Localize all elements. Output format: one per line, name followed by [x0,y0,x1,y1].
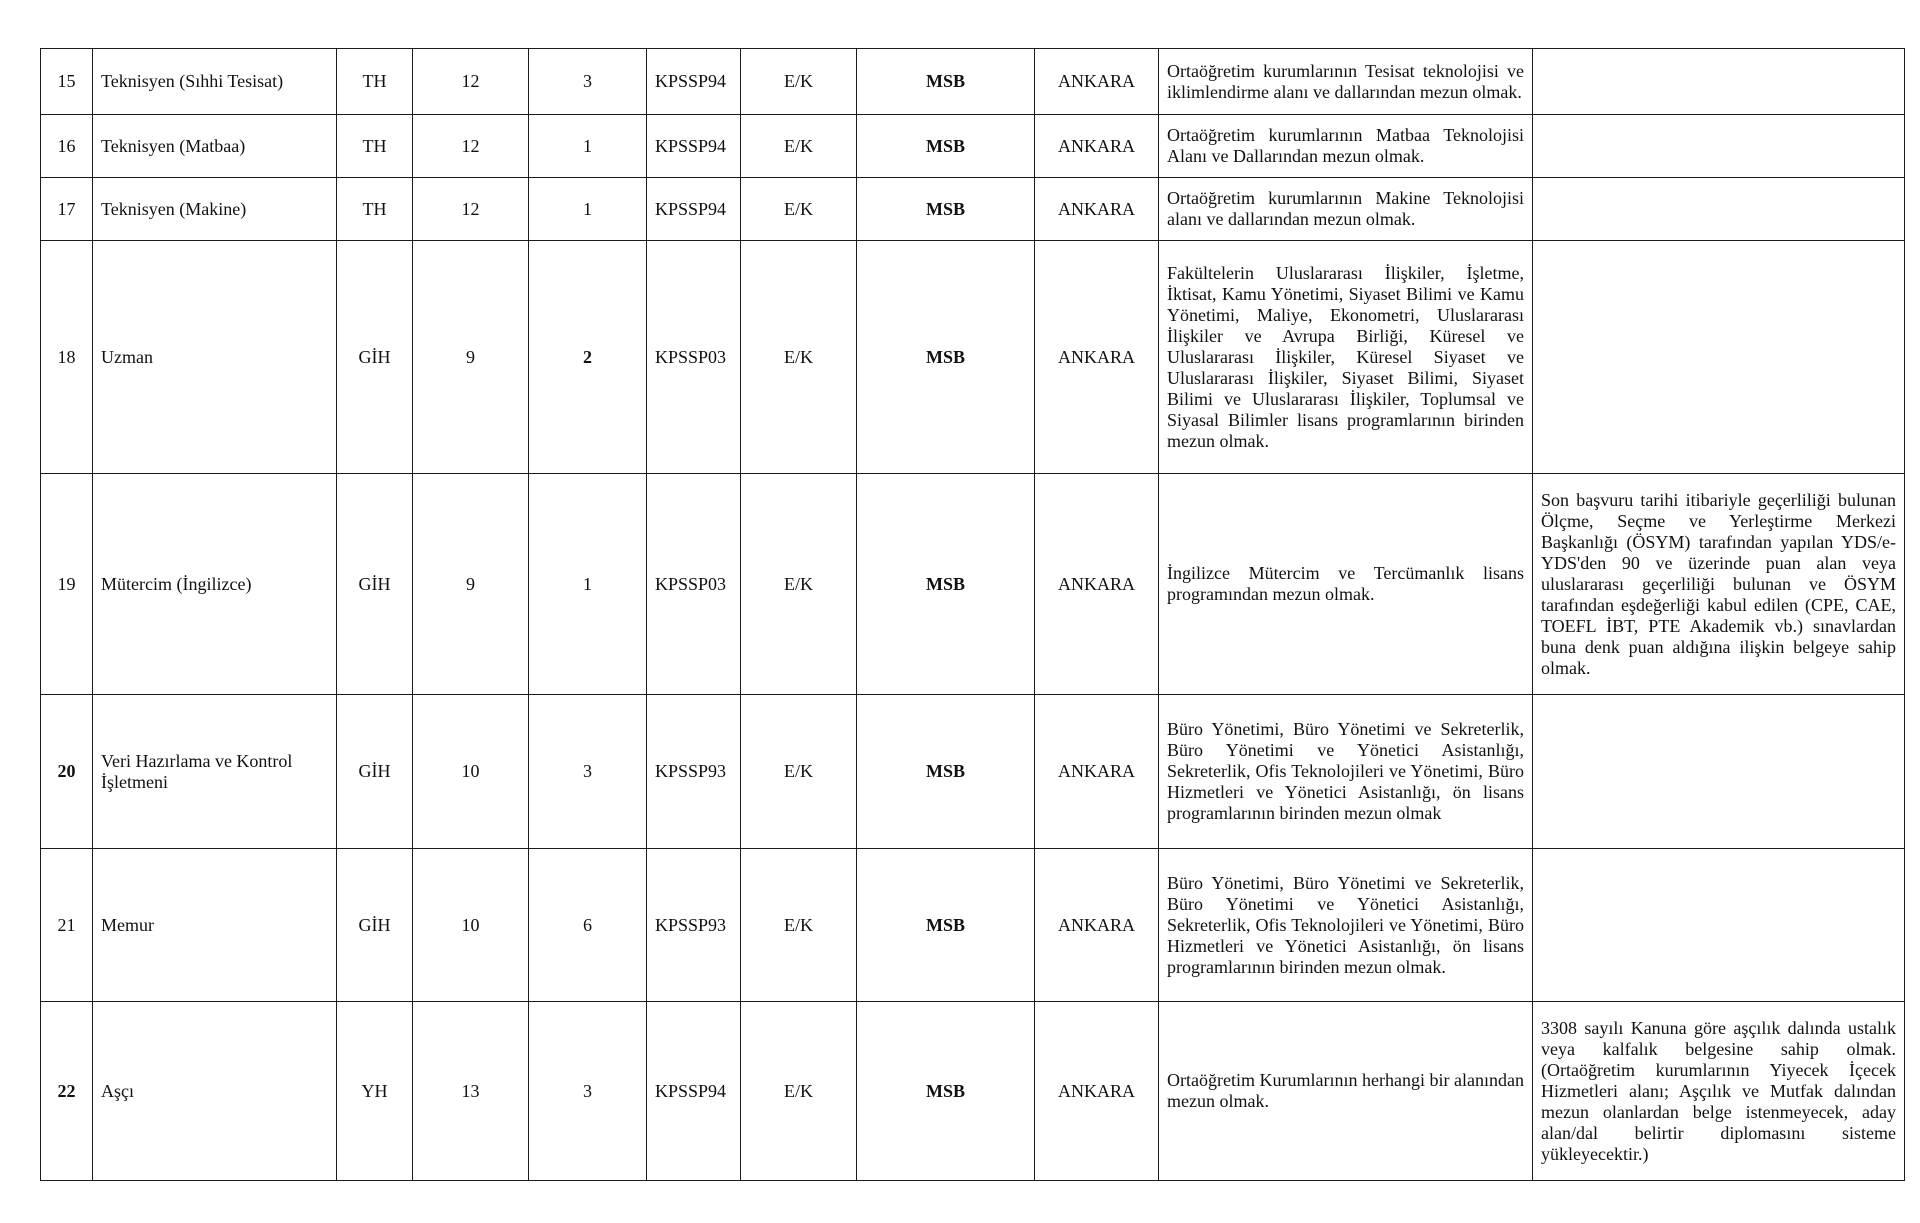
qualification: İngilizce Mütercim ve Tercümanlık lisans programından mezun olmak. [1159,474,1533,695]
class-code: GİH [337,474,413,695]
position-title-line-2: İşletmeni [101,771,168,792]
city: ANKARA [1035,1002,1159,1181]
city: ANKARA [1035,241,1159,474]
note [1533,849,1905,1002]
institution: MSB [857,474,1035,695]
class-code: TH [337,49,413,115]
row-number: 20 [41,695,93,849]
position-title: Teknisyen (Makine) [93,178,337,241]
row-number: 18 [41,241,93,474]
class-code: YH [337,1002,413,1181]
note [1533,241,1905,474]
institution: MSB [857,49,1035,115]
position-title [93,695,337,849]
gender: E/K [741,695,857,849]
note [1533,115,1905,178]
qualification: Ortaöğretim kurumlarının Tesisat teknolojisi ve iklimlendirme alanı ve dallarından mezun olmak. [1159,49,1533,115]
class-code: GİH [337,695,413,849]
gender: E/K [741,178,857,241]
row-number: 16 [41,115,93,178]
position-count: 3 [529,49,647,115]
score-type: KPSSP03 [647,241,741,474]
qualification: Fakültelerin Uluslararası İlişkiler, İşletme, İktisat, Kamu Yönetimi, Siyaset Bilimi ve Kamu Yönetimi, Maliye, Ekonometri, Uluslararası İlişkiler ve Avrupa Birliği, Küresel ve Uluslararası İlişkiler, Küresel Siyaset ve Uluslararası İlişkiler, Siyaset Bilimi, Siyaset Bilimi ve Uluslararası İlişkiler, Toplumsal ve Siyasal Bilimler lisans programlarının birinden mezun olmak. [1159,241,1533,474]
row-number: 21 [41,849,93,1002]
position-title: Mütercim (İngilizce) [93,474,337,695]
grade: 13 [413,1002,529,1181]
position-count: 1 [529,115,647,178]
score-type: KPSSP94 [647,1002,741,1181]
table-row [41,178,1905,241]
gender: E/K [741,115,857,178]
note [1533,695,1905,849]
row-number: 22 [41,1002,93,1181]
note [1533,178,1905,241]
row-number: 19 [41,474,93,695]
grade: 9 [413,474,529,695]
institution: MSB [857,115,1035,178]
class-code: GİH [337,849,413,1002]
grade: 10 [413,849,529,1002]
table-row [41,695,1905,849]
grade: 9 [413,241,529,474]
score-type: KPSSP93 [647,849,741,1002]
city: ANKARA [1035,695,1159,849]
institution: MSB [857,178,1035,241]
job-positions-table [40,48,1905,1181]
position-count: 3 [529,695,647,849]
institution: MSB [857,849,1035,1002]
qualification: Ortaöğretim kurumlarının Matbaa Teknolojisi Alanı ve Dallarından mezun olmak. [1159,115,1533,178]
row-number: 15 [41,49,93,115]
score-type: KPSSP94 [647,115,741,178]
table-row [41,115,1905,178]
grade: 12 [413,178,529,241]
gender: E/K [741,49,857,115]
position-title-line-1: Veri Hazırlama ve Kontrol [101,750,293,771]
city: ANKARA [1035,474,1159,695]
position-count: 3 [529,1002,647,1181]
position-title: Memur [93,849,337,1002]
city: ANKARA [1035,115,1159,178]
city: ANKARA [1035,178,1159,241]
score-type: KPSSP94 [647,49,741,115]
position-title: Aşçı [93,1002,337,1181]
grade: 10 [413,695,529,849]
note: Son başvuru tarihi itibariyle geçerliliği bulunan Ölçme, Seçme ve Yerleştirme Merkezi Başkanlığı (ÖSYM) tarafından yapılan YDS/e-YDS'den 90 ve üzerinde puan alan veya uluslararası geçerliliği bulunan ve ÖSYM tarafından eşdeğerliği kabul edilen (CPE, CAE, TOEFL İBT, PTE Akademik vb.) sınavlardan buna denk puan aldığına ilişkin belgeye sahip olmak. [1533,474,1905,695]
table-row [41,474,1905,695]
score-type: KPSSP93 [647,695,741,849]
position-title: Uzman [93,241,337,474]
qualification: Ortaöğretim Kurumlarının herhangi bir alanından mezun olmak. [1159,1002,1533,1181]
table-row [41,1002,1905,1181]
gender: E/K [741,474,857,695]
city: ANKARA [1035,849,1159,1002]
class-code: GİH [337,241,413,474]
class-code: TH [337,115,413,178]
gender: E/K [741,1002,857,1181]
table-row [41,49,1905,115]
gender: E/K [741,241,857,474]
position-count: 1 [529,474,647,695]
qualification: Büro Yönetimi, Büro Yönetimi ve Sekreterlik, Büro Yönetimi ve Yönetici Asistanlığı, Sekreterlik, Ofis Teknolojileri ve Yönetimi, Büro Hizmetleri ve Yönetici Asistanlığı, ön lisans programlarının birinden mezun olmak [1159,695,1533,849]
row-number: 17 [41,178,93,241]
position-title: Teknisyen (Matbaa) [93,115,337,178]
gender: E/K [741,849,857,1002]
table-row [41,849,1905,1002]
grade: 12 [413,115,529,178]
position-count: 6 [529,849,647,1002]
score-type: KPSSP94 [647,178,741,241]
note: 3308 sayılı Kanuna göre aşçılık dalında ustalık veya kalfalık belgesine sahip olmak. (Ortaöğretim kurumlarının Yiyecek İçecek Hizmetleri alanı; Aşçılık ve Mutfak dalından mezun olanlardan belge istenmeyecek, aday alan/dal belirtir diplomasını sisteme yükleyecektir.) [1533,1002,1905,1181]
note [1533,49,1905,115]
qualification: Ortaöğretim kurumlarının Makine Teknolojisi alanı ve dallarından mezun olmak. [1159,178,1533,241]
position-count: 2 [529,241,647,474]
table-row [41,241,1905,474]
class-code: TH [337,178,413,241]
institution: MSB [857,695,1035,849]
institution: MSB [857,1002,1035,1181]
qualification: Büro Yönetimi, Büro Yönetimi ve Sekreterlik, Büro Yönetimi ve Yönetici Asistanlığı, Sekreterlik, Ofis Teknolojileri ve Yönetimi, Büro Hizmetleri ve Yönetici Asistanlığı, ön lisans programlarının birinden mezun olmak. [1159,849,1533,1002]
grade: 12 [413,49,529,115]
institution: MSB [857,241,1035,474]
position-count: 1 [529,178,647,241]
city: ANKARA [1035,49,1159,115]
score-type: KPSSP03 [647,474,741,695]
position-title: Teknisyen (Sıhhi Tesisat) [93,49,337,115]
